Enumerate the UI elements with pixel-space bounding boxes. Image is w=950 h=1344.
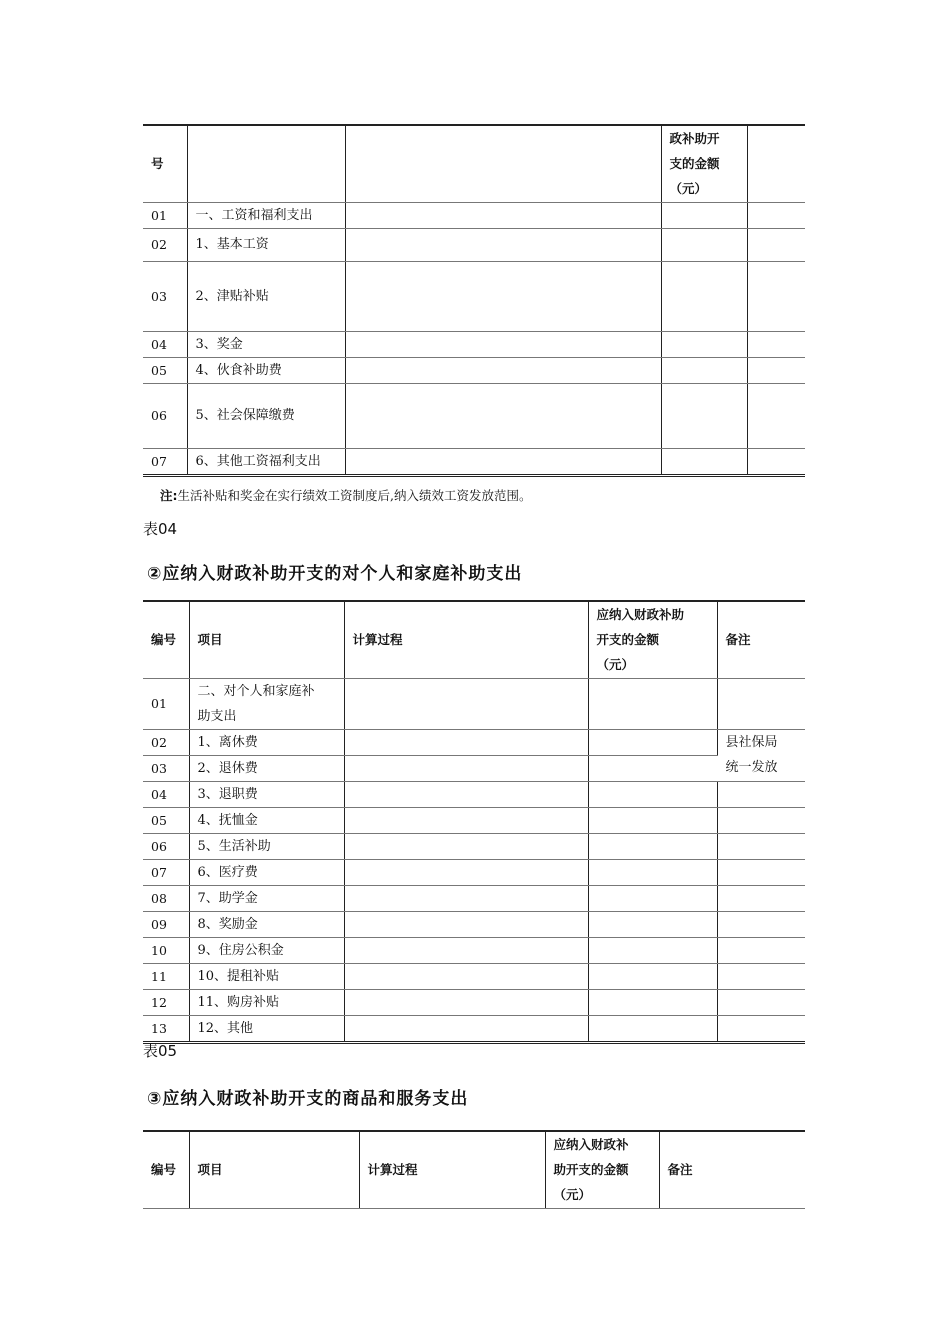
note-text: 生活补贴和奖金在实行绩效工资制度后,纳入绩效工资发放范围。 xyxy=(177,488,532,503)
table2-header-remark: 备注 xyxy=(717,601,805,678)
row-item: 5、社会保障缴费 xyxy=(187,383,345,448)
row-item: 1、基本工资 xyxy=(187,228,345,261)
table-row xyxy=(143,885,805,911)
row-amount[interactable] xyxy=(588,755,717,781)
row-process[interactable] xyxy=(345,331,661,357)
row-remark-merged: 县社保局 统一发放 xyxy=(717,729,805,781)
row-item: 2、退休费 xyxy=(189,755,344,781)
row-number: 08 xyxy=(143,885,189,911)
table2-header-item: 项目 xyxy=(189,601,344,678)
table1-header-item xyxy=(187,125,345,202)
table-row xyxy=(143,781,805,807)
row-amount[interactable] xyxy=(588,885,717,911)
row-number: 01 xyxy=(143,678,189,729)
row-item: 7、助学金 xyxy=(189,885,344,911)
row-process[interactable] xyxy=(345,383,661,448)
row-number: 06 xyxy=(143,383,187,448)
row-number: 07 xyxy=(143,448,187,475)
table3-tag: 表05 xyxy=(143,1042,178,1060)
row-amount[interactable] xyxy=(588,833,717,859)
row-number: 05 xyxy=(143,357,187,383)
table2-tag: 表04 xyxy=(143,520,178,538)
table-row xyxy=(143,911,805,937)
table-row xyxy=(143,963,805,989)
table3-header-amount: 应纳入财政补 助开支的金额 （元） xyxy=(545,1131,659,1208)
row-number: 07 xyxy=(143,859,189,885)
row-amount[interactable] xyxy=(588,1015,717,1042)
table-row xyxy=(143,859,805,885)
row-remark[interactable] xyxy=(747,228,805,261)
table-wage-welfare xyxy=(143,124,805,477)
table3-title: ③应纳入财政补助开支的商品和服务支出 xyxy=(147,1089,469,1109)
row-number: 01 xyxy=(143,202,187,228)
row-number: 02 xyxy=(143,228,187,261)
note-label: 注: xyxy=(160,488,178,503)
row-number: 04 xyxy=(143,331,187,357)
row-amount[interactable] xyxy=(661,331,747,357)
row-amount[interactable] xyxy=(661,357,747,383)
table1-header-process xyxy=(345,125,661,202)
table-row xyxy=(143,261,805,331)
row-number: 03 xyxy=(143,755,189,781)
row-amount[interactable] xyxy=(661,228,747,261)
row-item: 9、住房公积金 xyxy=(189,937,344,963)
table3-header-process: 计算过程 xyxy=(359,1131,545,1208)
row-process[interactable] xyxy=(345,202,661,228)
row-amount[interactable] xyxy=(588,729,717,755)
row-amount[interactable] xyxy=(588,781,717,807)
row-item: 12、其他 xyxy=(189,1015,344,1042)
row-process[interactable] xyxy=(344,859,588,885)
row-amount[interactable] xyxy=(661,448,747,475)
table3-header-remark: 备注 xyxy=(659,1131,805,1208)
row-item: 4、抚恤金 xyxy=(189,807,344,833)
row-amount[interactable] xyxy=(588,963,717,989)
table-row xyxy=(143,989,805,1015)
row-process[interactable] xyxy=(344,963,588,989)
row-amount[interactable] xyxy=(661,383,747,448)
table1-note xyxy=(160,486,531,504)
row-item: 10、提租补贴 xyxy=(189,963,344,989)
table3-header-number: 编号 xyxy=(143,1131,189,1208)
row-remark[interactable] xyxy=(717,1015,805,1042)
row-number: 11 xyxy=(143,963,189,989)
row-item: 6、医疗费 xyxy=(189,859,344,885)
table-row xyxy=(143,937,805,963)
row-amount[interactable] xyxy=(588,911,717,937)
row-number: 03 xyxy=(143,261,187,331)
row-amount[interactable] xyxy=(661,202,747,228)
row-process[interactable] xyxy=(344,729,588,755)
row-process[interactable] xyxy=(345,357,661,383)
table2-header-number: 编号 xyxy=(143,601,189,678)
row-number: 10 xyxy=(143,937,189,963)
row-remark[interactable] xyxy=(717,989,805,1015)
row-remark[interactable] xyxy=(717,963,805,989)
row-amount[interactable] xyxy=(588,807,717,833)
row-process[interactable] xyxy=(345,448,661,475)
row-remark[interactable] xyxy=(747,383,805,448)
row-remark[interactable] xyxy=(717,807,805,833)
table1-header-remark xyxy=(747,125,805,202)
table-row xyxy=(143,357,805,383)
row-item: 4、伙食补助费 xyxy=(187,357,345,383)
table-row xyxy=(143,1015,805,1042)
table-row xyxy=(143,807,805,833)
row-process[interactable] xyxy=(344,911,588,937)
row-process[interactable] xyxy=(344,937,588,963)
row-amount[interactable] xyxy=(588,937,717,963)
table-row xyxy=(143,729,805,755)
table3-header-item: 项目 xyxy=(189,1131,359,1208)
row-item: 1、离休费 xyxy=(189,729,344,755)
table-row xyxy=(143,202,805,228)
row-remark[interactable] xyxy=(717,859,805,885)
row-process[interactable] xyxy=(344,885,588,911)
row-item: 5、生活补助 xyxy=(189,833,344,859)
row-process[interactable] xyxy=(344,781,588,807)
table-row xyxy=(143,383,805,448)
row-remark[interactable] xyxy=(717,937,805,963)
row-item: 11、购房补贴 xyxy=(189,989,344,1015)
table-row xyxy=(143,833,805,859)
table2-title: ②应纳入财政补助开支的对个人和家庭补助支出 xyxy=(147,564,523,584)
table2-header-process: 计算过程 xyxy=(344,601,588,678)
row-item: 8、奖励金 xyxy=(189,911,344,937)
row-item: 二、对个人和家庭补 助支出 xyxy=(189,678,344,729)
row-remark[interactable] xyxy=(717,885,805,911)
table-row xyxy=(143,448,805,475)
row-remark[interactable] xyxy=(747,202,805,228)
row-remark[interactable] xyxy=(717,911,805,937)
row-item: 2、津贴补贴 xyxy=(187,261,345,331)
row-remark[interactable] xyxy=(717,833,805,859)
row-process[interactable] xyxy=(345,261,661,331)
row-process[interactable] xyxy=(344,755,588,781)
table-row xyxy=(143,755,805,781)
table-personal-family-subsidy xyxy=(143,600,805,1044)
row-amount[interactable] xyxy=(588,989,717,1015)
row-amount[interactable] xyxy=(661,261,747,331)
table1-header-amount: 政补助开 支的金额 （元） xyxy=(661,125,747,202)
row-remark[interactable] xyxy=(747,331,805,357)
row-item: 一、工资和福利支出 xyxy=(187,202,345,228)
row-remark[interactable] xyxy=(747,448,805,475)
table-row xyxy=(143,678,805,729)
table-row xyxy=(143,228,805,261)
row-number: 02 xyxy=(143,729,189,755)
table-goods-services xyxy=(143,1130,805,1209)
row-amount[interactable] xyxy=(588,859,717,885)
row-number: 06 xyxy=(143,833,189,859)
row-process[interactable] xyxy=(344,678,588,729)
table1-header-number: 号 xyxy=(143,125,187,202)
row-process[interactable] xyxy=(344,833,588,859)
row-remark[interactable] xyxy=(717,781,805,807)
row-process[interactable] xyxy=(345,228,661,261)
table-row xyxy=(143,331,805,357)
row-process[interactable] xyxy=(344,807,588,833)
row-item: 3、退职费 xyxy=(189,781,344,807)
table2-header-amount: 应纳入财政补助 开支的金额 （元） xyxy=(588,601,717,678)
row-remark[interactable] xyxy=(747,357,805,383)
row-item: 3、奖金 xyxy=(187,331,345,357)
row-number: 04 xyxy=(143,781,189,807)
row-number: 09 xyxy=(143,911,189,937)
row-number: 05 xyxy=(143,807,189,833)
row-process[interactable] xyxy=(344,989,588,1015)
row-remark[interactable] xyxy=(717,678,805,729)
row-process[interactable] xyxy=(344,1015,588,1042)
row-amount[interactable] xyxy=(588,678,717,729)
row-item: 6、其他工资福利支出 xyxy=(187,448,345,475)
row-number: 13 xyxy=(143,1015,189,1042)
row-number: 12 xyxy=(143,989,189,1015)
row-remark[interactable] xyxy=(747,261,805,331)
